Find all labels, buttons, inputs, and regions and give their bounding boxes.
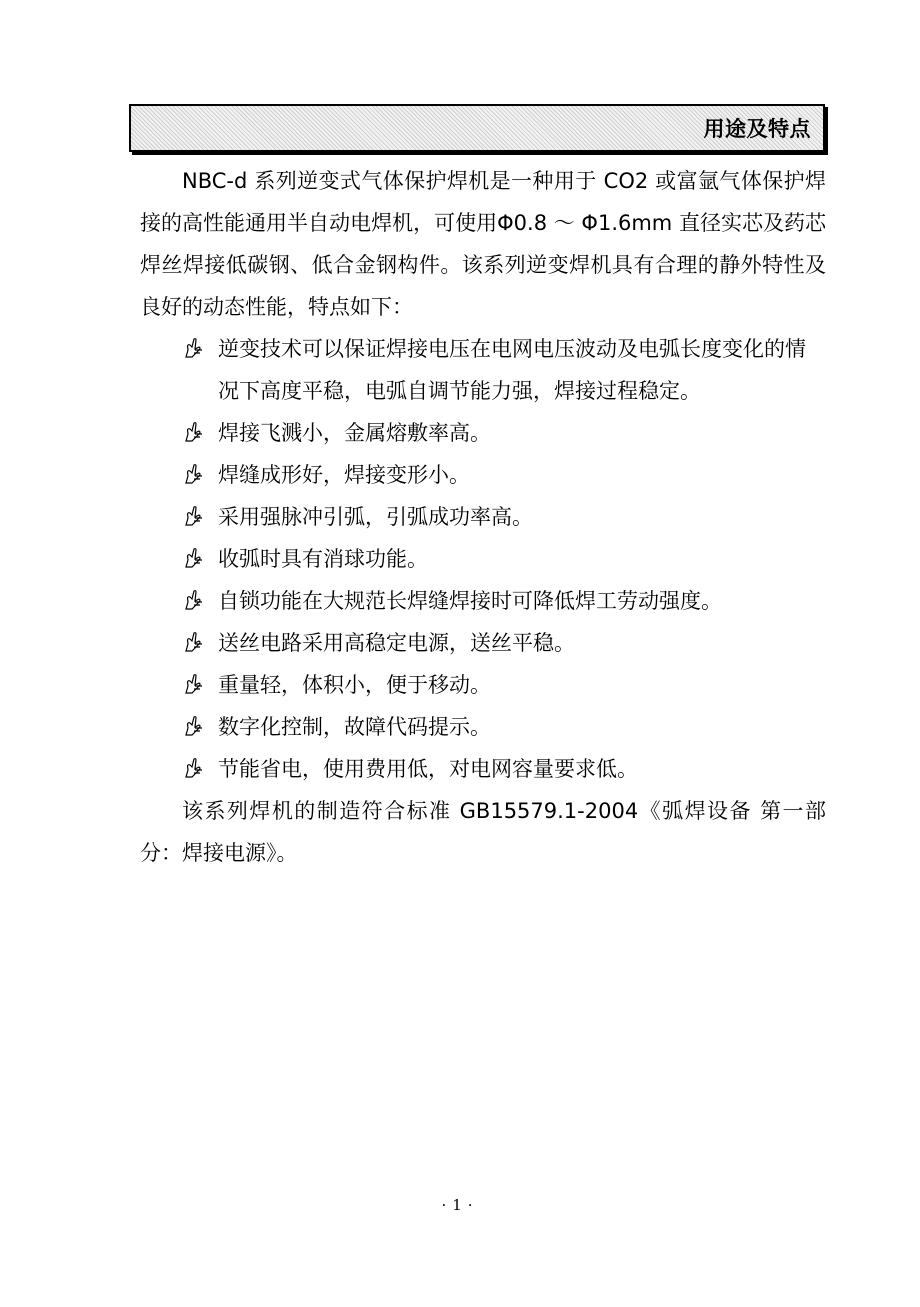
feature-item xyxy=(140,454,826,496)
intro-paragraph: NBC-d 系列逆变式气体保护焊机是一种用于 CO2 或富氩气体保护焊接的高性能通用半自动电焊机，可使用Φ0.8 ～ Φ1.6mm 直径实芯及药芯焊丝焊接低碳钢、低合金钢构件。该系列逆变焊机具有合理的静外特性及良好的动态性能，特点如下： xyxy=(140,169,826,319)
feature-item xyxy=(140,412,826,454)
feature-item xyxy=(140,580,826,622)
standard-paragraph: 该系列焊机的制造符合标准 GB15579.1-2004《弧焊设备 第一部分：焊接电源》。 xyxy=(140,799,826,865)
feature-item xyxy=(140,748,826,790)
feature-text: 采用强脉冲引弧，引弧成功率高。 xyxy=(218,505,533,529)
pointing-hand-icon xyxy=(184,505,206,527)
section-title: 用途及特点 xyxy=(703,117,811,141)
pointing-hand-icon xyxy=(184,547,206,569)
page-number: ·1· xyxy=(441,1196,479,1214)
feature-text: 焊接飞溅小，金属熔敷率高。 xyxy=(218,421,491,445)
pointing-hand-icon xyxy=(184,421,206,443)
feature-item xyxy=(140,538,826,580)
feature-text: 自锁功能在大规范长焊缝焊接时可降低焊工劳动强度。 xyxy=(218,589,722,613)
pointing-hand-icon xyxy=(184,463,206,485)
pointing-hand-icon xyxy=(184,673,206,695)
feature-item xyxy=(140,664,826,706)
pointing-hand-icon xyxy=(184,589,206,611)
feature-text: 送丝电路采用高稳定电源，送丝平稳。 xyxy=(218,631,575,655)
feature-item xyxy=(140,496,826,538)
feature-text: 逆变技术可以保证焊接电压在电网电压波动及电弧长度变化的情况下高度平稳，电弧自调节能力强，焊接过程稳定。 xyxy=(218,337,806,403)
feature-text: 收弧时具有消球功能。 xyxy=(218,547,428,571)
feature-list xyxy=(140,328,826,790)
pointing-hand-icon xyxy=(184,631,206,653)
pointing-hand-icon xyxy=(184,337,206,359)
feature-item xyxy=(140,706,826,748)
feature-item xyxy=(140,328,826,412)
feature-text: 焊缝成形好，焊接变形小。 xyxy=(218,463,470,487)
feature-item xyxy=(140,622,826,664)
main-content xyxy=(140,160,826,874)
feature-text: 重量轻，体积小，便于移动。 xyxy=(218,673,491,697)
section-header xyxy=(129,104,825,152)
feature-text: 节能省电，使用费用低，对电网容量要求低。 xyxy=(218,757,638,781)
pointing-hand-icon xyxy=(184,757,206,779)
feature-text: 数字化控制，故障代码提示。 xyxy=(218,715,491,739)
pointing-hand-icon xyxy=(184,715,206,737)
